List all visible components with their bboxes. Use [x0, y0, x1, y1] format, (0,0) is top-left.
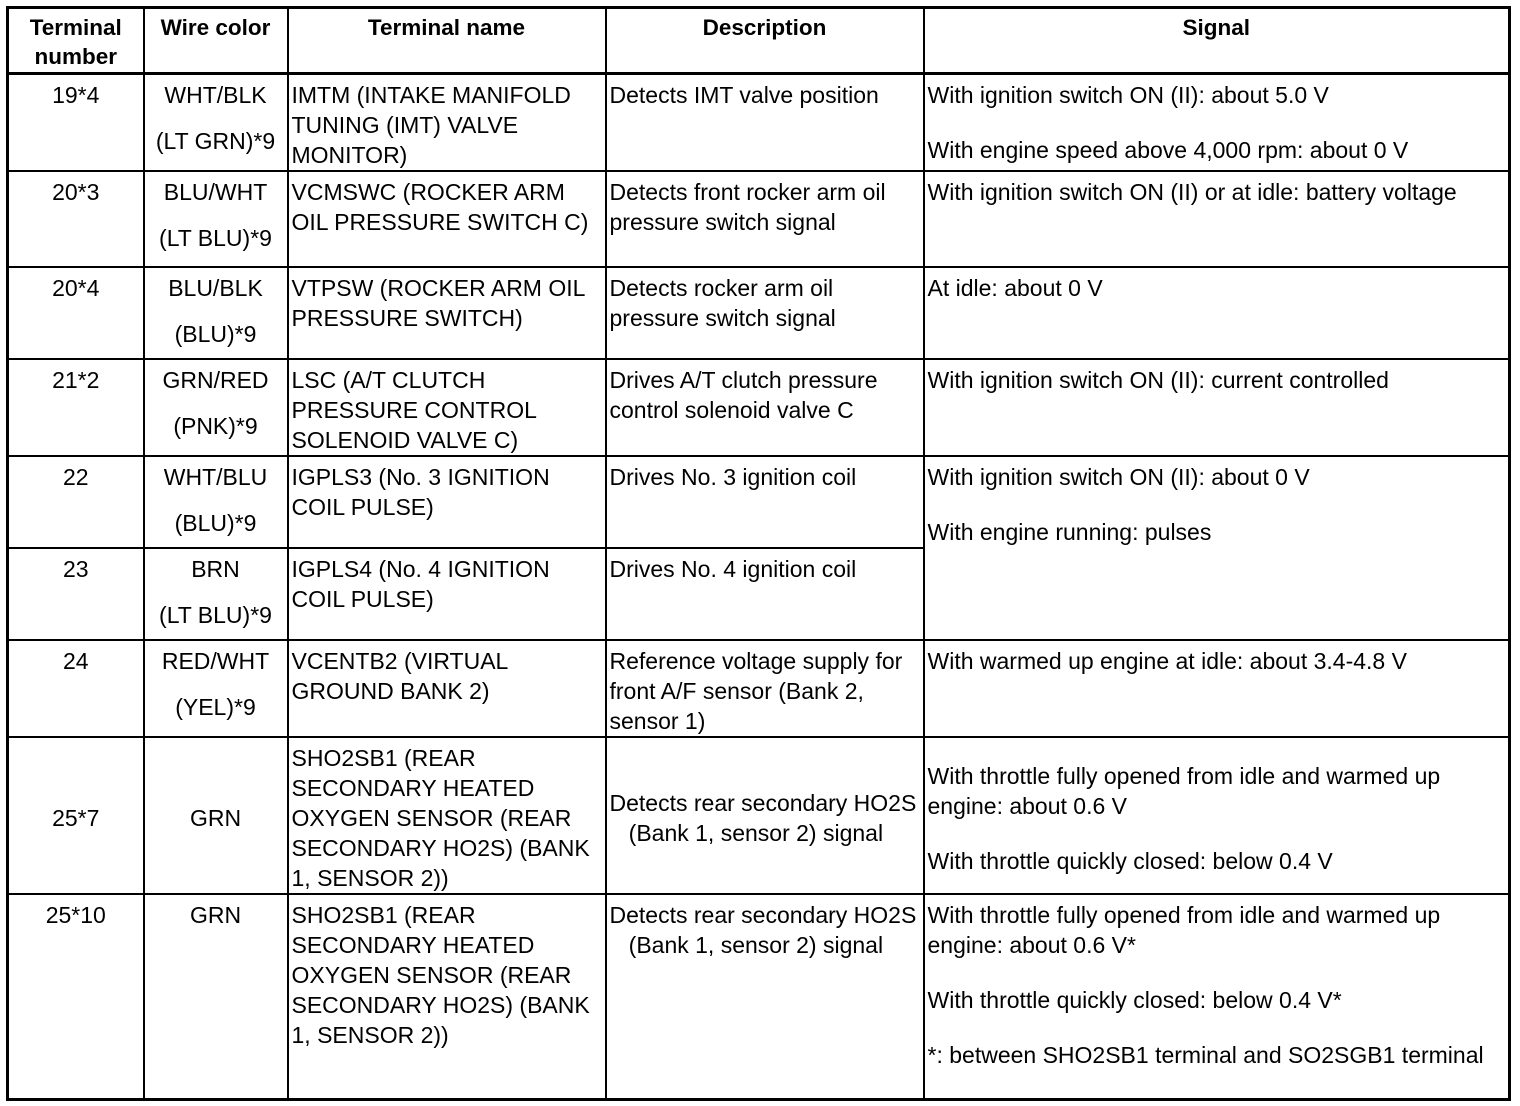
terminal-name: VCMSWC (ROCKER ARM OIL PRESSURE SWITCH C) [288, 171, 606, 267]
terminal-name: IGPLS3 (No. 3 IGNITION COIL PULSE) [288, 456, 606, 548]
wire-color [144, 267, 288, 359]
terminal-name: SHO2SB1 (REAR SECONDARY HEATED OXYGEN SENSOR (REAR SECONDARY HO2S) (BANK 1, SENSOR 2)) [288, 737, 606, 894]
table-row [8, 359, 1510, 456]
wire-color-alt: (BLU)*9 [174, 321, 257, 347]
terminal-name: LSC (A/T CLUTCH PRESSURE CONTROL SOLENOID VALVE C) [288, 359, 606, 456]
description: Drives No. 4 ignition coil [606, 548, 924, 640]
wire-color: GRN [144, 894, 288, 1099]
wire-color [144, 74, 288, 172]
description: Reference voltage supply for front A/F sensor (Bank 2, sensor 1) [606, 640, 924, 737]
signal-line: With throttle quickly closed: below 0.4 V [927, 847, 1333, 874]
wire-color-main: WHT/BLK [164, 82, 267, 108]
wire-color-main: RED/WHT [161, 648, 270, 674]
signal-line: With ignition switch ON (II): about 5.0 V [927, 82, 1329, 108]
header-signal: Signal [924, 8, 1510, 74]
wire-color [144, 548, 288, 640]
terminal-name: IMTM (INTAKE MANIFOLD TUNING (IMT) VALVE MONITOR) [288, 74, 606, 172]
wire-color-main: BLU/BLK [168, 275, 263, 301]
terminal-number: 21*2 [8, 359, 144, 456]
wire-color-main: WHT/BLU [163, 464, 268, 490]
wire-color [144, 171, 288, 267]
terminal-name: SHO2SB1 (REAR SECONDARY HEATED OXYGEN SENSOR (REAR SECONDARY HO2S) (BANK 1, SENSOR 2)) [288, 894, 606, 1099]
wire-color-main: BRN [191, 556, 240, 582]
table-row [8, 640, 1510, 737]
description [606, 894, 924, 1099]
table-row [8, 894, 1510, 1099]
signal [924, 456, 1510, 640]
description-text: Detects rear secondary HO2S [609, 902, 917, 928]
signal-line: With throttle fully opened from idle and warmed up engine: about 0.6 V [927, 762, 1441, 819]
signal-line: With engine running: pulses [927, 519, 1212, 545]
table-row [8, 74, 1510, 172]
signal-line: With warmed up engine at idle: about 3.4-4.8 V [927, 648, 1407, 674]
wire-color [144, 359, 288, 456]
terminal-table [6, 6, 1511, 1101]
signal [924, 171, 1510, 267]
wire-color-alt: (PNK)*9 [173, 413, 258, 439]
signal-line: With ignition switch ON (II) or at idle: battery voltage [927, 179, 1457, 205]
description: Drives A/T clutch pressure control solenoid valve C [606, 359, 924, 456]
terminal-number: 20*3 [8, 171, 144, 267]
terminal-name: VTPSW (ROCKER ARM OIL PRESSURE SWITCH) [288, 267, 606, 359]
signal [924, 359, 1510, 456]
description [606, 737, 924, 894]
terminal-number: 22 [8, 456, 144, 548]
wire-color-alt: (BLU)*9 [174, 510, 257, 536]
terminal-number: 24 [8, 640, 144, 737]
description: Drives No. 3 ignition coil [606, 456, 924, 548]
wire-color-alt: (LT BLU)*9 [159, 225, 272, 251]
signal [924, 267, 1510, 359]
wire-color-main: GRN/RED [162, 367, 269, 393]
description: Detects IMT valve position [606, 74, 924, 172]
wire-color-alt: (YEL)*9 [175, 694, 256, 720]
header-wire-color: Wire color [144, 8, 288, 74]
wire-color-alt: (LT BLU)*9 [159, 602, 272, 628]
description-text: Detects rear secondary HO2S [609, 790, 917, 816]
terminal-name: VCENTB2 (VIRTUAL GROUND BANK 2) [288, 640, 606, 737]
signal-line: At idle: about 0 V [927, 275, 1103, 301]
wire-color-alt: (LT GRN)*9 [155, 128, 276, 154]
terminal-number: 25*10 [8, 894, 144, 1099]
header-row [8, 8, 1510, 74]
description-text-cont: (Bank 1, sensor 2) signal [628, 932, 884, 958]
signal-line: With ignition switch ON (II): about 0 V [927, 464, 1310, 490]
description-text-cont: (Bank 1, sensor 2) signal [628, 820, 884, 846]
signal-line: With engine speed above 4,000 rpm: about 0 V [927, 137, 1409, 163]
terminal-number: 20*4 [8, 267, 144, 359]
signal-line: With throttle fully opened from idle and warmed up engine: about 0.6 V* [927, 902, 1441, 958]
signal-line: With throttle quickly closed: below 0.4 V* [927, 987, 1342, 1013]
table-row [8, 171, 1510, 267]
signal-note: *: between SHO2SB1 terminal and SO2SGB1 terminal [927, 1042, 1484, 1068]
description: Detects front rocker arm oil pressure switch signal [606, 171, 924, 267]
wire-color-main: BLU/WHT [163, 179, 268, 205]
signal [924, 737, 1510, 894]
terminal-number: 19*4 [8, 74, 144, 172]
table-row [8, 456, 1510, 548]
terminal-name: IGPLS4 (No. 4 IGNITION COIL PULSE) [288, 548, 606, 640]
header-terminal-number: Terminal number [8, 8, 144, 74]
table-row [8, 737, 1510, 894]
signal-line: With ignition switch ON (II): current controlled [927, 367, 1389, 393]
header-description: Description [606, 8, 924, 74]
signal [924, 894, 1510, 1099]
description: Detects rocker arm oil pressure switch signal [606, 267, 924, 359]
wire-color [144, 640, 288, 737]
signal [924, 74, 1510, 172]
wire-color: GRN [144, 737, 288, 894]
wire-color [144, 456, 288, 548]
signal [924, 640, 1510, 737]
header-terminal-name: Terminal name [288, 8, 606, 74]
terminal-number: 25*7 [8, 737, 144, 894]
table-row [8, 267, 1510, 359]
terminal-number: 23 [8, 548, 144, 640]
